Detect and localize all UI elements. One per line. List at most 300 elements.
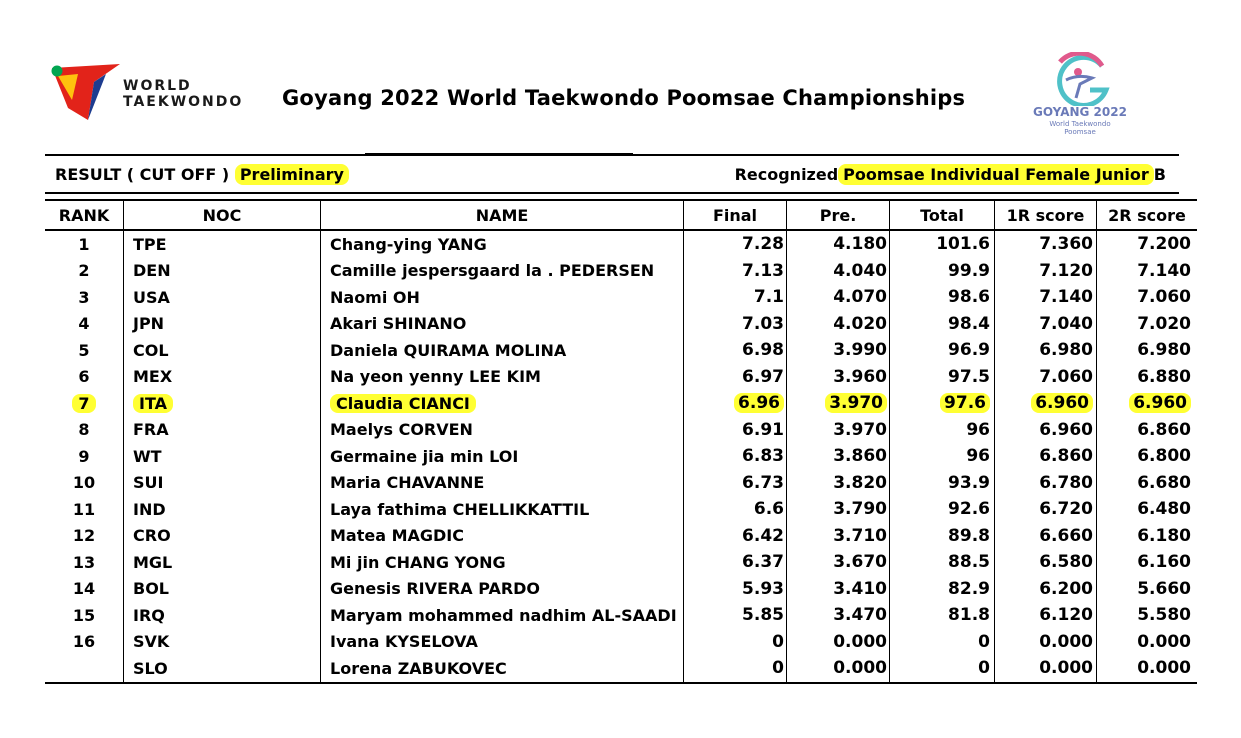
col-header-1r-score: 1R score	[995, 200, 1097, 230]
event-label-group	[735, 165, 1166, 184]
round1-score-cell	[995, 602, 1097, 629]
total-score-cell	[890, 311, 995, 338]
rank-cell-text: 12	[72, 526, 96, 546]
round2-score-cell-text: 7.140	[1137, 260, 1191, 281]
noc-cell	[124, 629, 321, 656]
total-score-cell-text: 0	[978, 631, 990, 652]
noc-cell-text: FRA	[133, 420, 169, 440]
total-score-cell	[890, 470, 995, 497]
final-score-cell-text: 6.98	[742, 340, 784, 361]
name-cell	[321, 549, 684, 576]
round1-score-cell-text: 6.960	[1031, 393, 1093, 413]
total-score-cell	[890, 230, 995, 258]
rank-cell-text: 2	[78, 261, 90, 281]
total-score-cell	[890, 576, 995, 603]
round1-score-cell	[995, 523, 1097, 550]
world-taekwondo-logo-icon	[48, 58, 128, 130]
name-cell-text: Maelys CORVEN	[330, 420, 473, 440]
round1-score-cell	[995, 549, 1097, 576]
total-score-cell-text: 99.9	[948, 260, 990, 281]
noc-cell	[124, 549, 321, 576]
pre-score-cell-text: 4.070	[833, 287, 887, 308]
final-score-cell	[684, 602, 787, 629]
total-score-cell	[890, 390, 995, 417]
table-row	[45, 602, 1197, 629]
noc-cell-text: SVK	[133, 632, 170, 652]
round2-score-cell	[1097, 417, 1198, 444]
table-row	[45, 576, 1197, 603]
final-score-cell-text: 0	[772, 631, 784, 652]
pre-score-cell-text: 3.970	[825, 393, 887, 413]
noc-cell	[124, 576, 321, 603]
final-score-cell	[684, 576, 787, 603]
name-cell-text: Matea MAGDIC	[330, 526, 464, 546]
final-score-cell-text: 5.85	[742, 605, 784, 626]
total-score-cell-text: 97.6	[940, 393, 990, 413]
rank-cell-text: 14	[72, 579, 96, 599]
table-row	[45, 629, 1197, 656]
round1-score-cell	[995, 655, 1097, 683]
final-score-cell	[684, 337, 787, 364]
round1-score-cell	[995, 496, 1097, 523]
noc-cell-text: DEN	[133, 261, 171, 281]
round2-score-cell	[1097, 230, 1198, 258]
final-score-cell	[684, 258, 787, 285]
round1-score-cell	[995, 470, 1097, 497]
pre-score-cell-text: 4.180	[833, 234, 887, 255]
rank-cell	[45, 629, 124, 656]
name-cell-text: Mi jin CHANG YONG	[330, 552, 506, 572]
round1-score-cell-text: 6.960	[1039, 419, 1093, 440]
pre-score-cell-text: 3.410	[833, 578, 887, 599]
pre-score-cell-text: 3.710	[833, 525, 887, 546]
round2-score-cell-text: 5.580	[1137, 605, 1191, 626]
name-cell-text: Claudia CIANCI	[330, 394, 476, 413]
table-row	[45, 496, 1197, 523]
col-header-noc: NOC	[124, 200, 321, 230]
col-header-pre: Pre.	[787, 200, 890, 230]
pre-score-cell-text: 0.000	[833, 658, 887, 679]
final-score-cell	[684, 311, 787, 338]
name-cell	[321, 390, 684, 417]
round2-score-cell	[1097, 311, 1198, 338]
final-score-cell-text: 0	[772, 658, 784, 679]
final-score-cell	[684, 364, 787, 391]
name-cell	[321, 284, 684, 311]
rank-cell	[45, 258, 124, 285]
rank-cell-text: 9	[78, 446, 90, 466]
noc-cell	[124, 311, 321, 338]
rank-cell	[45, 602, 124, 629]
noc-cell-text: BOL	[133, 579, 169, 599]
round1-score-cell-text: 7.120	[1039, 260, 1093, 281]
table-row	[45, 549, 1197, 576]
round1-score-cell	[995, 443, 1097, 470]
noc-cell	[124, 602, 321, 629]
round2-score-cell-text: 0.000	[1137, 658, 1191, 679]
round1-score-cell	[995, 364, 1097, 391]
pre-score-cell-text: 3.790	[833, 499, 887, 520]
round2-score-cell	[1097, 258, 1198, 285]
header-rule-bottom	[45, 192, 1179, 194]
total-score-cell-text: 96	[966, 446, 990, 467]
final-score-cell-text: 6.73	[742, 472, 784, 493]
pre-score-cell	[787, 576, 890, 603]
final-score-cell	[684, 655, 787, 683]
round2-score-cell	[1097, 576, 1198, 603]
round2-score-cell-text: 6.480	[1137, 499, 1191, 520]
pre-score-cell	[787, 390, 890, 417]
round2-score-cell-text: 0.000	[1137, 631, 1191, 652]
pre-score-cell-text: 3.820	[833, 472, 887, 493]
round2-score-cell	[1097, 390, 1198, 417]
logo-text-line1: WORLD	[123, 78, 192, 94]
total-score-cell	[890, 258, 995, 285]
name-cell	[321, 576, 684, 603]
noc-cell-text: IRQ	[133, 605, 165, 625]
round1-score-cell-text: 6.120	[1039, 605, 1093, 626]
result-stage-badge: Preliminary	[235, 164, 349, 185]
noc-cell	[124, 655, 321, 683]
round1-score-cell	[995, 629, 1097, 656]
name-cell	[321, 496, 684, 523]
logo-text-line2: TAEKWONDO	[123, 94, 244, 110]
name-cell	[321, 470, 684, 497]
round1-score-cell-text: 6.720	[1039, 499, 1093, 520]
name-cell	[321, 602, 684, 629]
pre-score-cell	[787, 470, 890, 497]
pre-score-cell-text: 3.960	[833, 366, 887, 387]
noc-cell	[124, 443, 321, 470]
noc-cell-text: TPE	[133, 234, 167, 254]
noc-cell-text: ITA	[133, 394, 173, 413]
round2-score-cell	[1097, 443, 1198, 470]
rank-cell-text: 15	[72, 605, 96, 625]
table-row	[45, 311, 1197, 338]
table-row	[45, 364, 1197, 391]
final-score-cell	[684, 390, 787, 417]
round1-score-cell	[995, 284, 1097, 311]
world-taekwondo-logo	[48, 58, 268, 130]
round2-score-cell	[1097, 549, 1198, 576]
pre-score-cell-text: 4.020	[833, 313, 887, 334]
final-score-cell	[684, 549, 787, 576]
round1-score-cell-text: 6.780	[1039, 472, 1093, 493]
goyang-2022-logo-icon	[1010, 52, 1150, 106]
rank-cell-text: 11	[72, 499, 96, 519]
name-cell-text: Germaine jia min LOI	[330, 446, 519, 466]
event-suffix: B	[1153, 165, 1166, 184]
round1-score-cell-text: 6.660	[1039, 525, 1093, 546]
table-row	[45, 443, 1197, 470]
rank-cell	[45, 576, 124, 603]
noc-cell-text: SUI	[133, 473, 164, 493]
results-body	[45, 230, 1197, 683]
noc-cell	[124, 230, 321, 258]
total-score-cell-text: 92.6	[948, 499, 990, 520]
final-score-cell-text: 6.91	[742, 419, 784, 440]
total-score-cell	[890, 523, 995, 550]
noc-cell-text: JPN	[133, 314, 165, 334]
final-score-cell-text: 6.37	[742, 552, 784, 573]
final-score-cell-text: 6.96	[734, 393, 784, 413]
total-score-cell-text: 81.8	[948, 605, 990, 626]
total-score-cell-text: 98.4	[948, 313, 990, 334]
total-score-cell-text: 101.6	[936, 234, 990, 255]
noc-cell-text: CRO	[133, 526, 171, 546]
rank-cell-text: 3	[78, 287, 90, 307]
rank-cell	[45, 284, 124, 311]
noc-cell-text: USA	[133, 287, 170, 307]
name-cell-text: Na yeon yenny LEE KIM	[330, 367, 541, 387]
total-score-cell	[890, 443, 995, 470]
noc-cell-text: MGL	[133, 552, 173, 572]
result-label-group	[55, 165, 349, 184]
noc-cell	[124, 337, 321, 364]
final-score-cell	[684, 629, 787, 656]
total-score-cell	[890, 284, 995, 311]
table-row	[45, 337, 1197, 364]
name-cell-text: Daniela QUIRAMA MOLINA	[330, 340, 567, 360]
round2-score-cell-text: 6.180	[1137, 525, 1191, 546]
final-score-cell	[684, 417, 787, 444]
final-score-cell	[684, 230, 787, 258]
pre-score-cell	[787, 496, 890, 523]
rank-cell-text: 7	[72, 394, 95, 413]
name-cell-text: Akari SHINANO	[330, 314, 467, 334]
round2-score-cell	[1097, 496, 1198, 523]
results-table	[45, 199, 1197, 684]
round1-score-cell-text: 0.000	[1039, 631, 1093, 652]
rank-cell	[45, 523, 124, 550]
pre-score-cell	[787, 337, 890, 364]
rank-cell-text: 4	[78, 314, 90, 334]
final-score-cell-text: 6.6	[753, 499, 784, 520]
round1-score-cell-text: 0.000	[1039, 658, 1093, 679]
total-score-cell	[890, 337, 995, 364]
round2-score-cell	[1097, 364, 1198, 391]
final-score-cell-text: 6.83	[742, 446, 784, 467]
noc-cell	[124, 523, 321, 550]
round1-score-cell	[995, 258, 1097, 285]
rank-cell-text: 8	[78, 420, 90, 440]
table-row	[45, 417, 1197, 444]
round2-score-cell-text: 6.800	[1137, 446, 1191, 467]
round1-score-cell	[995, 576, 1097, 603]
round2-score-cell-text: 7.020	[1137, 313, 1191, 334]
total-score-cell	[890, 629, 995, 656]
final-score-cell-text: 6.97	[742, 366, 784, 387]
noc-cell-text: COL	[133, 340, 169, 360]
total-score-cell-text: 97.5	[948, 366, 990, 387]
col-header-2r-score: 2R score	[1097, 200, 1198, 230]
pre-score-cell-text: 3.970	[833, 419, 887, 440]
noc-cell	[124, 284, 321, 311]
final-score-cell	[684, 523, 787, 550]
round2-score-cell-text: 6.880	[1137, 366, 1191, 387]
rank-cell	[45, 417, 124, 444]
pre-score-cell	[787, 443, 890, 470]
noc-cell	[124, 417, 321, 444]
goyang-2022-logo	[1010, 52, 1150, 136]
table-header-row	[45, 200, 1197, 230]
rank-cell-text: 13	[72, 552, 96, 572]
total-score-cell-text: 98.6	[948, 287, 990, 308]
round1-score-cell	[995, 390, 1097, 417]
pre-score-cell	[787, 417, 890, 444]
pre-score-cell	[787, 523, 890, 550]
round2-score-cell	[1097, 470, 1198, 497]
round1-score-cell	[995, 311, 1097, 338]
round1-score-cell-text: 7.040	[1039, 313, 1093, 334]
name-cell-text: Naomi OH	[330, 287, 420, 307]
rank-cell	[45, 311, 124, 338]
noc-cell-text: MEX	[133, 367, 173, 387]
event-prefix: Recognized	[734, 165, 839, 184]
round1-score-cell-text: 6.580	[1039, 552, 1093, 573]
noc-cell-text: IND	[133, 499, 166, 519]
name-cell-text: Maryam mohammed nadhim AL-SAADI	[330, 605, 677, 625]
total-score-cell	[890, 602, 995, 629]
table-row	[45, 258, 1197, 285]
noc-cell	[124, 390, 321, 417]
name-cell-text: Genesis RIVERA PARDO	[330, 579, 541, 599]
rank-cell	[45, 364, 124, 391]
round2-score-cell-text: 6.980	[1137, 340, 1191, 361]
final-score-cell-text: 5.93	[742, 578, 784, 599]
pre-score-cell	[787, 311, 890, 338]
pre-score-cell	[787, 629, 890, 656]
final-score-cell-text: 7.13	[742, 260, 784, 281]
round2-score-cell	[1097, 284, 1198, 311]
rank-cell	[45, 496, 124, 523]
name-cell	[321, 443, 684, 470]
pre-score-cell-text: 4.040	[833, 260, 887, 281]
noc-cell-text: SLO	[133, 658, 168, 678]
round1-score-cell	[995, 230, 1097, 258]
noc-cell	[124, 496, 321, 523]
name-cell-text: Lorena ZABUKOVEC	[330, 658, 507, 678]
pre-score-cell-text: 3.990	[833, 340, 887, 361]
total-score-cell-text: 96	[966, 419, 990, 440]
name-cell	[321, 629, 684, 656]
round1-score-cell-text: 7.140	[1039, 287, 1093, 308]
rank-cell	[45, 337, 124, 364]
name-cell	[321, 364, 684, 391]
round2-score-cell	[1097, 629, 1198, 656]
round2-score-cell-text: 6.160	[1137, 552, 1191, 573]
pre-score-cell	[787, 364, 890, 391]
table-row	[45, 655, 1197, 683]
round2-score-cell-text: 7.060	[1137, 287, 1191, 308]
total-score-cell	[890, 549, 995, 576]
final-score-cell	[684, 284, 787, 311]
rank-cell-text: 16	[72, 632, 96, 652]
name-cell	[321, 523, 684, 550]
name-cell-text: Laya fathima CHELLIKKATTIL	[330, 499, 590, 519]
final-score-cell	[684, 443, 787, 470]
pre-score-cell-text: 3.860	[833, 446, 887, 467]
round1-score-cell-text: 6.200	[1039, 578, 1093, 599]
total-score-cell	[890, 496, 995, 523]
round2-score-cell-text: 7.200	[1137, 234, 1191, 255]
table-row	[45, 390, 1197, 417]
final-score-cell	[684, 470, 787, 497]
logo-text-line2b: Poomsae	[1064, 128, 1096, 136]
pre-score-cell	[787, 258, 890, 285]
noc-cell-text: WT	[133, 446, 162, 466]
header-rule-top-thick	[365, 153, 633, 156]
table-row	[45, 284, 1197, 311]
total-score-cell-text: 82.9	[948, 578, 990, 599]
noc-cell	[124, 364, 321, 391]
name-cell	[321, 258, 684, 285]
rank-cell	[45, 390, 124, 417]
rank-cell-text: 1	[78, 234, 90, 254]
pre-score-cell-text: 3.470	[833, 605, 887, 626]
round1-score-cell-text: 6.980	[1039, 340, 1093, 361]
event-name: Poomsae Individual Female Junior	[838, 164, 1154, 185]
round1-score-cell-text: 7.360	[1039, 234, 1093, 255]
col-header-name: NAME	[321, 200, 684, 230]
noc-cell	[124, 470, 321, 497]
round2-score-cell-text: 5.660	[1137, 578, 1191, 599]
total-score-cell-text: 89.8	[948, 525, 990, 546]
round1-score-cell	[995, 417, 1097, 444]
name-cell-text: Ivana KYSELOVA	[330, 632, 478, 652]
total-score-cell-text: 93.9	[948, 472, 990, 493]
round2-score-cell	[1097, 337, 1198, 364]
total-score-cell-text: 96.9	[948, 340, 990, 361]
final-score-cell	[684, 496, 787, 523]
noc-cell	[124, 258, 321, 285]
round2-score-cell-text: 6.860	[1137, 419, 1191, 440]
pre-score-cell	[787, 230, 890, 258]
total-score-cell	[890, 364, 995, 391]
pre-score-cell	[787, 549, 890, 576]
rank-cell	[45, 470, 124, 497]
result-label: RESULT ( CUT OFF )	[55, 165, 230, 184]
pre-score-cell-text: 0.000	[833, 631, 887, 652]
round1-score-cell-text: 7.060	[1039, 366, 1093, 387]
final-score-cell-text: 7.28	[742, 234, 784, 255]
round2-score-cell-text: 6.960	[1129, 393, 1191, 413]
round2-score-cell-text: 6.680	[1137, 472, 1191, 493]
name-cell	[321, 230, 684, 258]
rank-cell	[45, 549, 124, 576]
pre-score-cell	[787, 602, 890, 629]
total-score-cell	[890, 417, 995, 444]
pre-score-cell	[787, 655, 890, 683]
round1-score-cell	[995, 337, 1097, 364]
name-cell	[321, 417, 684, 444]
name-cell	[321, 655, 684, 683]
final-score-cell-text: 7.03	[742, 313, 784, 334]
rank-cell-text: 5	[78, 340, 90, 360]
name-cell-text: Chang-ying YANG	[330, 234, 487, 254]
round2-score-cell	[1097, 523, 1198, 550]
name-cell	[321, 311, 684, 338]
total-score-cell-text: 0	[978, 658, 990, 679]
round2-score-cell	[1097, 655, 1198, 683]
logo-text-line1: GOYANG 2022	[1033, 105, 1127, 119]
round1-score-cell-text: 6.860	[1039, 446, 1093, 467]
logo-text-line2	[1010, 120, 1150, 136]
pre-score-cell	[787, 284, 890, 311]
round2-score-cell	[1097, 602, 1198, 629]
table-row	[45, 470, 1197, 497]
total-score-cell	[890, 655, 995, 683]
